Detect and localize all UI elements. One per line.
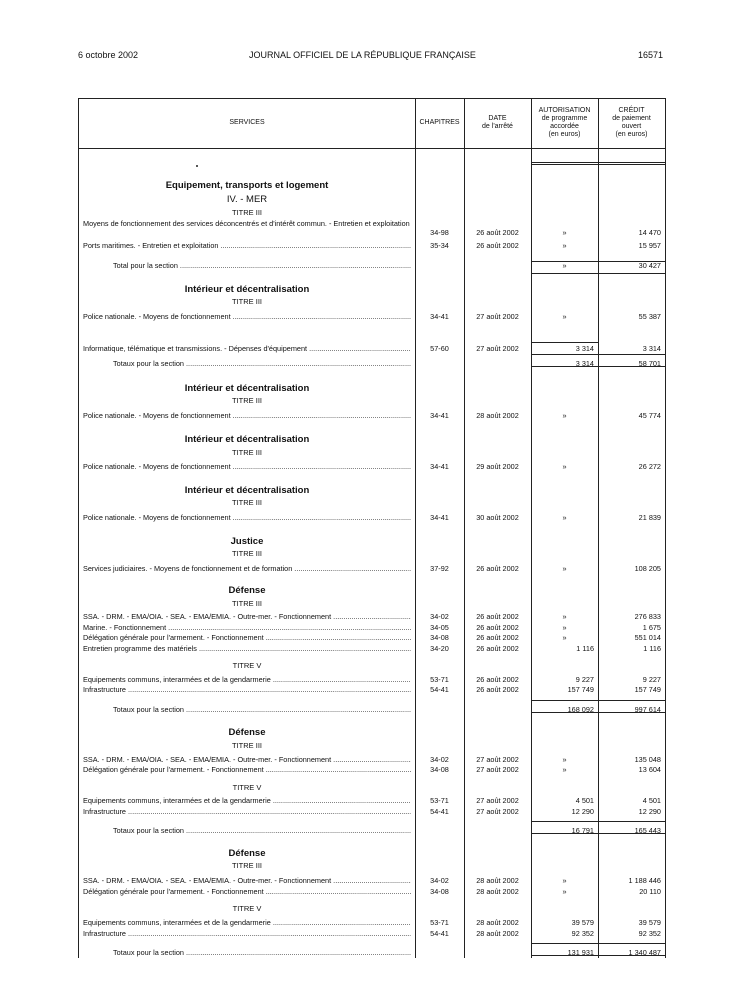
- service-label: SSA. - DRM. - EMA/OIA. - SEA. - EMA/EMIA. - Outre-mer. - Fonctionnement .....: [83, 755, 411, 764]
- total-autorisation: »: [562, 261, 567, 270]
- total-box-rule: [599, 943, 665, 956]
- total-credit: 997 614: [634, 705, 661, 714]
- section-title: Intérieur et décentralisation: [184, 434, 310, 445]
- service-label: Moyens de fonctionnement des services déconcentrés et d'intérêt commun. - Entretien et exploitation: [83, 219, 410, 228]
- chapitre-cell: 34-20: [430, 644, 449, 653]
- chapitre-cell: 37-92: [430, 564, 449, 573]
- page-number: 16571: [638, 50, 664, 60]
- date-cell: 28 août 2002: [476, 876, 519, 885]
- service-label: Délégation générale pour l'armement. - Fonctionnement .....: [83, 765, 411, 774]
- date-cell: 26 août 2002: [476, 644, 519, 653]
- chapitre-cell: 34-02: [430, 755, 449, 764]
- credit-cell: 1 188 446: [628, 876, 661, 885]
- autorisation-cell: 9 227: [575, 675, 594, 684]
- titre-heading: TITRE III: [232, 448, 262, 457]
- chapitre-cell: 54-41: [430, 929, 449, 938]
- service-label: Marine. - Fonctionnement .....: [83, 623, 411, 632]
- chapitre-cell: 54-41: [430, 807, 449, 816]
- section-title: Equipement, transports et logement: [165, 180, 329, 191]
- titre-heading: TITRE V: [232, 904, 262, 913]
- autorisation-cell: »: [562, 564, 567, 573]
- autorisation-cell: »: [562, 241, 567, 250]
- service-label: SSA. - DRM. - EMA/OIA. - SEA. - EMA/EMIA. - Outre-mer. - Fonctionnement .....: [83, 612, 411, 621]
- section-total-label: Totaux pour la section .....: [113, 826, 411, 835]
- credit-cell: 21 839: [638, 513, 661, 522]
- total-box-rule: [599, 261, 665, 274]
- autorisation-cell: 39 579: [571, 918, 594, 927]
- chapitre-cell: 53-71: [430, 675, 449, 684]
- credit-cell: 20 110: [639, 887, 661, 896]
- autorisation-cell: »: [562, 755, 567, 764]
- column-header-line: CHAPITRES: [419, 119, 460, 126]
- section-title: Intérieur et décentralisation: [184, 383, 310, 394]
- autorisation-cell: »: [562, 228, 567, 237]
- column-header-line: AUTORISATION: [538, 107, 591, 114]
- column-header-line: de l'arrêté: [482, 123, 513, 130]
- chapitre-cell: 34-08: [430, 887, 449, 896]
- credit-cell: 108 205: [634, 564, 661, 573]
- autorisation-cell: »: [562, 411, 567, 420]
- date-cell: 26 août 2002: [476, 685, 519, 694]
- total-credit: 165 443: [634, 826, 661, 835]
- column-header-line: (en euros): [615, 131, 648, 138]
- total-credit: 30 427: [638, 261, 661, 270]
- chapitre-cell: 57-60: [430, 344, 449, 353]
- credit-cell: 9 227: [642, 675, 661, 684]
- chapitre-cell: 34-41: [430, 312, 449, 321]
- service-label: Infrastructure .....: [83, 685, 411, 694]
- chapitre-cell: 53-71: [430, 918, 449, 927]
- total-box-rule: [532, 700, 598, 713]
- date-cell: 26 août 2002: [476, 241, 519, 250]
- header-date: 6 octobre 2002: [78, 50, 139, 60]
- credit-cell: 4 501: [642, 796, 661, 805]
- chapitre-cell: 54-41: [430, 685, 449, 694]
- date-cell: 27 août 2002: [476, 312, 519, 321]
- total-autorisation: 131 931: [567, 948, 594, 957]
- chapitre-cell: 34-98: [430, 228, 449, 237]
- autorisation-cell: 3 314: [575, 344, 594, 353]
- service-label: Police nationale. - Moyens de fonctionnement .....: [83, 312, 411, 321]
- titre-heading: TITRE III: [232, 549, 262, 558]
- date-cell: 28 août 2002: [476, 887, 519, 896]
- total-box-rule: [599, 700, 665, 713]
- section-subtitle: IV. - MER: [226, 194, 268, 205]
- titre-heading: TITRE III: [232, 599, 262, 608]
- autorisation-cell: 1 116: [576, 644, 594, 653]
- autorisation-cell: »: [562, 513, 567, 522]
- column-header-line: de paiement: [612, 115, 651, 122]
- credit-cell: 1 675: [642, 623, 661, 632]
- service-label: Ports maritimes. - Entretien et exploitation .....: [83, 241, 411, 250]
- credit-cell: 92 352: [638, 929, 661, 938]
- chapitre-cell: 34-41: [430, 513, 449, 522]
- section-title: Défense: [228, 848, 266, 859]
- total-box-rule: [532, 261, 598, 274]
- date-cell: 26 août 2002: [476, 675, 519, 684]
- total-autorisation: 168 092: [567, 705, 594, 714]
- date-cell: 26 août 2002: [476, 564, 519, 573]
- autorisation-cell: »: [562, 765, 567, 774]
- service-label: Police nationale. - Moyens de fonctionnement .....: [83, 462, 411, 471]
- chapitre-cell: 53-71: [430, 796, 449, 805]
- section-title: Intérieur et décentralisation: [184, 485, 310, 496]
- credit-cell: 39 579: [638, 918, 661, 927]
- column-header-line: DATE: [488, 115, 507, 122]
- service-label: Equipements communs, interarmées et de la gendarmerie .....: [83, 796, 411, 805]
- service-label: Informatique, télématique et transmissions. - Dépenses d'équipement .....: [83, 344, 411, 353]
- autorisation-cell: 12 290: [571, 807, 594, 816]
- total-box-rule: [532, 943, 598, 956]
- service-label: Police nationale. - Moyens de fonctionnement .....: [83, 411, 411, 420]
- date-cell: 26 août 2002: [476, 228, 519, 237]
- credit-cell: 12 290: [638, 807, 661, 816]
- chapitre-cell: 35-34: [430, 241, 449, 250]
- service-label: SSA. - DRM. - EMA/OIA. - SEA. - EMA/EMIA. - Outre-mer. - Fonctionnement .....: [83, 876, 411, 885]
- total-autorisation: 16 791: [571, 826, 594, 835]
- date-cell: 27 août 2002: [476, 344, 519, 353]
- total-autorisation: 3 314: [575, 359, 594, 368]
- section-title: Justice: [230, 536, 264, 547]
- section-title: Intérieur et décentralisation: [184, 284, 310, 295]
- section-total-label: Totaux pour la section .....: [113, 948, 411, 957]
- titre-heading: TITRE III: [232, 741, 262, 750]
- autorisation-cell: »: [562, 612, 567, 621]
- chapitre-cell: 34-08: [430, 765, 449, 774]
- credit-cell: 26 272: [638, 462, 661, 471]
- service-label: Equipements communs, interarmées et de la gendarmerie .....: [83, 675, 411, 684]
- service-label: Services judiciaires. - Moyens de fonctionnement et de formation .....: [83, 564, 411, 573]
- date-cell: 27 août 2002: [476, 807, 519, 816]
- titre-heading: TITRE III: [232, 498, 262, 507]
- total-box-rule: [532, 354, 598, 367]
- chapitre-cell: 34-02: [430, 876, 449, 885]
- autorisation-cell: »: [562, 623, 567, 632]
- section-title: Défense: [228, 585, 266, 596]
- autorisation-cell: 157 749: [567, 685, 594, 694]
- table-body: [79, 98, 665, 958]
- header-title: JOURNAL OFFICIEL DE LA RÉPUBLIQUE FRANÇAISE: [249, 50, 476, 60]
- service-label: Equipements communs, interarmées et de la gendarmerie .....: [83, 918, 411, 927]
- date-cell: 28 août 2002: [476, 918, 519, 927]
- autorisation-cell: »: [562, 633, 567, 642]
- autorisation-cell: »: [562, 462, 567, 471]
- titre-heading: TITRE III: [232, 396, 262, 405]
- autorisation-cell: »: [562, 312, 567, 321]
- credit-cell: 551 014: [634, 633, 661, 642]
- autorisation-cell: »: [562, 876, 567, 885]
- column-header-line: accordée: [550, 123, 579, 130]
- credit-cell: 45 774: [638, 411, 661, 420]
- autorisation-cell: 92 352: [571, 929, 594, 938]
- autorisation-cell: »: [562, 887, 567, 896]
- column-header-line: (en euros): [548, 131, 581, 138]
- chapitre-cell: 34-41: [430, 411, 449, 420]
- credit-cell: 3 314: [642, 344, 661, 353]
- date-cell: 27 août 2002: [476, 765, 519, 774]
- chapitre-cell: 34-08: [430, 633, 449, 642]
- date-cell: 28 août 2002: [476, 929, 519, 938]
- date-cell: 30 août 2002: [476, 513, 519, 522]
- credit-cell: 14 470: [638, 228, 661, 237]
- credit-cell: 157 749: [634, 685, 661, 694]
- section-total-label: Total pour la section .....: [113, 261, 411, 270]
- section-total-label: Totaux pour la section .....: [113, 359, 411, 368]
- titre-heading: TITRE III: [232, 861, 262, 870]
- titre-heading: TITRE III: [232, 297, 262, 306]
- service-label: Infrastructure .....: [83, 929, 411, 938]
- total-box-rule: [599, 821, 665, 834]
- credit-cell: 1 116: [643, 644, 661, 653]
- column-header-line: CRÉDIT: [618, 107, 645, 114]
- chapitre-cell: 34-02: [430, 612, 449, 621]
- date-cell: 27 août 2002: [476, 755, 519, 764]
- column-header-line: ouvert: [621, 123, 642, 130]
- credit-cell: 15 957: [638, 241, 661, 250]
- date-cell: 26 août 2002: [476, 633, 519, 642]
- section-title: Défense: [228, 727, 266, 738]
- credit-cell: 135 048: [634, 755, 661, 764]
- total-credit: 58 701: [638, 359, 661, 368]
- date-cell: 26 août 2002: [476, 623, 519, 632]
- total-box-rule: [599, 354, 665, 367]
- titre-heading: TITRE V: [232, 661, 262, 670]
- date-cell: 26 août 2002: [476, 612, 519, 621]
- service-label: Police nationale. - Moyens de fonctionnement .....: [83, 513, 411, 522]
- titre-heading: TITRE V: [232, 783, 262, 792]
- chapitre-cell: 34-05: [430, 623, 449, 632]
- credits-table: [78, 98, 666, 958]
- date-cell: 28 août 2002: [476, 411, 519, 420]
- date-cell: 27 août 2002: [476, 796, 519, 805]
- total-box-rule: [532, 821, 598, 834]
- column-header-line: SERVICES: [229, 119, 265, 126]
- service-label: Délégation générale pour l'armement. - Fonctionnement .....: [83, 887, 411, 896]
- credit-cell: 13 604: [638, 765, 661, 774]
- service-label: Entretien programme des matériels .....: [83, 644, 411, 653]
- service-label: Délégation générale pour l'armement. - Fonctionnement .....: [83, 633, 411, 642]
- autorisation-cell: 4 501: [575, 796, 594, 805]
- credit-cell: 55 387: [638, 312, 661, 321]
- date-cell: 29 août 2002: [476, 462, 519, 471]
- credit-cell: 276 833: [634, 612, 661, 621]
- total-credit: 1 340 487: [628, 948, 661, 957]
- section-total-label: Totaux pour la section .....: [113, 705, 411, 714]
- service-label: Infrastructure .....: [83, 807, 411, 816]
- column-header-line: de programme: [541, 115, 588, 122]
- titre-heading: TITRE III: [232, 208, 262, 217]
- chapitre-cell: 34-41: [430, 462, 449, 471]
